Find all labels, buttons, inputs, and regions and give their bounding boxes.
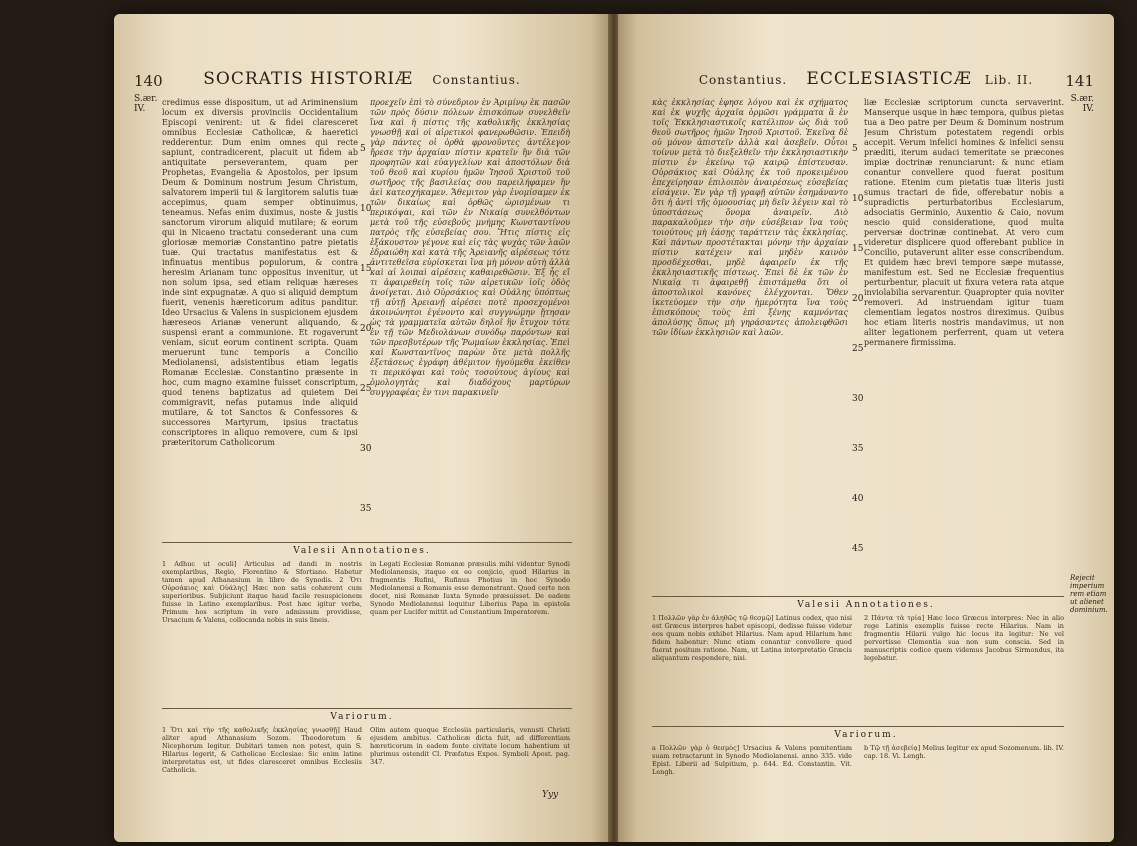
annotations-col-2: 2 Πάντα τὰ τρία] Hæc loco Græcus interpres: Nec in alio rege Latinis exemplis fuisse recte Hilarius. Nam in fragmentis Hilarii vulgo hic locus ita legitur: Ne vel pervertisse Clementia sua non sum conscia. Sed in manuscriptis codice quem videmus Jacobus Sirmondus, ita legebatur. xyxy=(864,614,1064,662)
greek-text: προεχεῖν ἐπὶ τὸ σύνεδριον ἐν Ἀριμίνῳ ἐκ πασῶν τῶν πρὸς δύσιν πόλεων ἐπισκόπων συνελθεῖν ἵνα καὶ ἡ πίστις τῆς καθολικῆς ἐκκλησίας γνωσθῇ καὶ οἱ αἱρετικοὶ φανερωθῶσιν. Ἐπειδὴ γὰρ πάντες οἱ ὀρθὰ φρονοῦντες ἀντέλεγον ἤρεσε τὴν ἀρχαίαν πίστιν κρατεῖν ἣν διὰ τῶν προφητῶν καὶ εὐαγγελίων καὶ ἀποστόλων διὰ τοῦ θεοῦ καὶ κυρίου ἡμῶν Ἰησοῦ Χριστοῦ τοῦ σωτῆρος τῆς βασιλείας σου παρειλήφαμεν ἣν ἀεὶ κατεσχήκαμεν. Ἄθεμιτον γὰρ ἐνομίσαμεν ἐκ τῶν δικαίως καὶ ὀρθῶς ὡρισμένων τι περικόψαι, καὶ τῶν ἐν Νικαίᾳ συνελθόντων μετὰ τοῦ τῆς εὐσεβοῦς μνήμης Κωνσταντίνου πατρὸς τῆς εὐσεβείας σου. Ἥτις πίστις εἰς ἐξάκουστον γέγονε καὶ εἰς τὰς ψυχὰς τῶν λαῶν ἐδραιώθη καὶ κατὰ τῆς Ἀρειανῆς αἱρέσεως τότε ἀντιτεθεῖσα εὑρίσκεται ἵνα μὴ μόνον αὐτὴ ἀλλὰ καὶ αἱ λοιπαὶ αἱρέσεις καθαιρεθῶσιν. Ἐξ ἧς εἴ τι ἀφαιρεθείη τοῖς τῶν αἱρετικῶν ἰοῖς ὁδὸς ἀνοίγεται. Διὸ Οὐρσάκιος καὶ Οὐάλης ὑπόπτως τῇ αὐτῇ Ἀρειανῇ αἱρέσει ποτὲ προσεχομένοι ἀκοινώνητοι ἐγένοντο καὶ συγγνώμην ᾔτησαν ὡς τὰ γραμματεῖα αὐτῶν δηλοῖ ἣν ἔτυχον τότε ἐν τῇ τῶν Μεδιολάνων συνόδῳ παρόντων καὶ τῶν πρεσβυτέρων τῆς Ῥωμαίων ἐκκλησίας. Ἐπεὶ καὶ Κωνσταντῖνος παρὼν ὅτε μετὰ πολλῆς ἐξετάσεως ἐγράφη ἀθέμιτον ἡγούμεθα ἐκείθεν τι περικόψαι καὶ τοὺς τοσούτους ἁγίους καὶ ὁμολογητὰς καὶ διαδόχους μαρτύρων συγγραφέας ἐν τινι παρακινεῖν xyxy=(370,98,570,397)
annotations-col-2: in Legati Ecclesiæ Romanæ præsulis mihi videntur Synodi Mediolanensis, itaque ex eo conjicio, quod Hilarius in fragmentis Rufini, Rufinus Photius in hoc Synodo Mediolanensi a Romanis esse demonstrant. Quod certe non docet, nisi Romanæ Iuxta Synodo præsuisset. De eadem Synodo Mediolanensi loquitur Liberius Papa in epistola quam per Lucifer mittit ad Constantium Imperatorem. xyxy=(370,560,570,616)
annotations-title: Valesii Annotationes. xyxy=(293,546,431,556)
line-marker: 10 xyxy=(852,194,864,204)
book-spread xyxy=(114,14,1114,842)
line-marker: 15 xyxy=(360,264,372,274)
divider xyxy=(652,596,1064,597)
right-page xyxy=(618,14,1114,842)
variorum-col-1: a Πολλῶν γὰρ ὁ θεσμὸς] Ursacius & Valens pœnitentiam suam retractarunt in Synodo Mediolanensi. anno 335. vide Epist. Liberii ad Sulpitium, p. 644. Ed. Constantin. Vit. Lengh. xyxy=(652,744,852,776)
divider xyxy=(162,708,572,709)
line-marker: 20 xyxy=(360,324,372,334)
running-head xyxy=(134,69,590,89)
greek-text: κὰς ἐκκλησίας ἐφησε λόγου καὶ ἐκ σχήματος καὶ ἐκ ψυχῆς ἀρχαῖα ὁρμῶσι γράμματα ἃ ἐν τοῖς Ἐκκλησιαστικοῖς κατέλιπον ὡς διὰ τοῦ θεοῦ σωτῆρος ἡμῶν Ἰησοῦ Χριστοῦ. Ἐκεῖνα δὲ οὐ μόνον ἀπιστεῖν ἀλλὰ καὶ ἀσεβεῖν. Οὗτοι τοίνυν μετὰ τὸ διεξελθεῖν τὴν ἐκκλησιαστικὴν πίστιν ἐν ἐκείνῳ τῷ καιρῷ ἐπίστευσαν. Οὐρσάκιος καὶ Οὐάλης ἐκ τοῦ προκειμένου ἐπεχείρησαν ἐπιλοιπὸν ἀναιρέσεως εὐσεβείας εἰσάγειν. Ἐν γὰρ τῇ γραφῇ αὐτῶν ἐσημάναντο ὅτι ἡ ἀντὶ τῆς ὁμοουσίας μὴ δεῖν λέγειν καὶ τὸ ὑποστάσεως ὄνομα ἀναιρεῖν. Διὸ παρακαλοῦμεν τὴν σὴν εὐσέβειαν ἵνα τοὺς τοιούτους μὴ ἐάσῃς ταράττειν τὰς ἐκκλησίας. Καὶ πάντων προστέτακται μόνην τὴν ἀρχαίαν πίστιν κατέχειν καὶ μηδὲν καινὸν προσδέχεσθαι, μηδὲ ἀφαιρεῖν ἐκ τῆς ἐκκλησιαστικῆς πίστεως. Ἐπεὶ δὲ ἐκ τῶν ἐν Νικαίᾳ τι ἀφαιρεθῇ ἐπιστάμεθα ὅτι οἱ ἀποστολικοὶ κανόνες ἐλέγχονται. Ὅθεν ἱκετεύομεν τὴν σὴν ἡμερότητα ἵνα τοὺς ἐπισκόπους τοὺς ἐπὶ ξένης καμνόντας ἀπολύσῃς ὅπως μὴ γηράσαντες ἀπολειφθῶσι τῶν ἰδίων ἐκκλησιῶν καὶ λαῶν. xyxy=(652,98,848,337)
greek-column xyxy=(370,98,570,536)
era-sidenote: S.ær. IV. xyxy=(134,94,158,114)
variorum-title: Variorum. xyxy=(330,712,394,722)
page-number: 140 xyxy=(134,72,163,90)
signature-mark: Yyy xyxy=(542,790,559,800)
line-marker: 30 xyxy=(360,444,372,454)
annotations-col-1: 1 Adhuc ut oculi] Articulus ad dandi in nostris exemplaribus, Regio, Florentino & Sfortiano. Habetur tamen apud Athanasium in libro de Synodis. 2 Ὅτι Οὐρσάκιος καὶ Οὐάλης] Hæc non satis cohærent cum superioribus. Subjiciunt itaque haud facile resuspicionem fuisse in Latino exemplaribus. Post hæc igitur verba, Primum hos scriptum in vere admissum providisse, Ursacium & Valens, collocanda nobis in suis lineis. xyxy=(162,560,362,624)
running-head-section: Constantius. xyxy=(698,73,788,87)
running-head-title: SOCRATIS HISTORIÆ xyxy=(203,69,414,89)
left-page-header xyxy=(134,69,590,96)
latin-column xyxy=(864,98,1064,588)
annotations-col-1: 1 Πολλῶν γὰρ ἐν ἀληθῶς τῷ θεσμῷ] Latinus codex, quo nisi est Græcus interpres habet episcopi, dedisse fuisse videtur eos quam nobis exhibet Hilarius. Nam apud Hilarium hæc fidem habentur: Nunc etiam conantur convellere quod fuerat positum ratione. Nam, ut Latina interpretatio Græcis aliquantum respondere, nisi. xyxy=(652,614,852,662)
divider xyxy=(162,542,572,543)
line-marker: 15 xyxy=(852,244,864,254)
line-marker: 10 xyxy=(360,204,372,214)
page-number: 141 xyxy=(1065,72,1094,90)
line-marker: 35 xyxy=(360,504,372,514)
variorum-col-1: 1 Ὅτι καὶ τὴν τῆς καθολικῆς ἐκκλησίας γνωσθῇ] Haud aliter apud Athanasium Sozom. Theodoretum & Nicephorum legitur. Dubitari tamen non potest, quin S. Hilarius legerit, & Catholicae Ecclesiae: Sic enim latine interpretatus est, ut fides claresceret omnibus Ecclesiis Catholicis. xyxy=(162,726,362,774)
latin-text: credimus esse dispositum, ut ad Ariminensium locum ex diversis provinciis Occidentalium Episcopi venirent: ut & fidei claresceret omnibus Ecclesiæ Catholicæ, & haeretici redderentur. Dum enim omnes qui recte sapiunt, contradicerent, placuit ut fidem ab antiquitate perseverantem, quam per Prophetas, Evangelia & Apostolos, per ipsum Deum & Dominum nostrum Jesum Christum, salvatorem imperii tui & largitorem salutis tuæ accepimus, quam semper obtinuimus, teneamus. Nefas enim duximus, noste & justis sanctorum virorum aliquid mutilare; & eorum qui in Nicaeno tractatu consederant una cum gloriosæ memoriæ Constantino patre pietatis tuæ. Qui tractatus manifestatus est & infinuatus mentibus populorum, & contra heresim Arianam tunc oppositus invenitur, ut non solum ipsa, sed etiam reliquæ hæreses inde sint expugnatæ. A quo si aliquid demptum fuerit, venenis hæreticorum aditus panditur. Ideo Ursacius & Valens in suspicionem ejusdem hæreseos Arianæ venerunt aliquando, & suspensi erant a communione. Et rogaverunt veniam, sicut eorum continent scripta. Quam meruerunt tunc temporis a Concilio Mediolanensi, adsistentibus etiam legatis Romanæ Ecclesiæ. Constantino præsente in hoc, cum magno examine fuisset conscriptum, quod tenens baptizatus ad quietem Dei commigravit, nefas putamus inde aliquid mutilare, & tot Sanctos & Confessores & successores Martyrum, ipsius tractatus conscriptores in aliquo removere, cum & ipsi præteritorum Catholicorum xyxy=(162,98,358,447)
greek-column xyxy=(652,98,848,588)
line-marker: 25 xyxy=(852,344,864,354)
right-page-header xyxy=(638,69,1094,96)
running-head-title: ECCLESIASTICÆ xyxy=(806,69,972,89)
line-marker: 20 xyxy=(852,294,864,304)
latin-column xyxy=(162,98,358,536)
line-marker: 5 xyxy=(360,144,366,154)
margin-note: Rejecit imperium rem etiam ut alienet dominium. xyxy=(1070,574,1108,614)
variorum-col-2: b Τῷ τῇ ἀσεβείᾳ] Melius legitur ex apud Sozomenum. lib. IV. cap. 18. Vi. Lengh. xyxy=(864,744,1064,760)
divider xyxy=(652,726,1064,727)
line-marker: 30 xyxy=(852,394,864,404)
latin-text: liæ Ecclesiæ scriptorum cuncta servaverint. Manserque usque in hæc tempora, quibus pietas tua a Deo patre per Deum & Dominum nostrum Jesum Christum potestatem regendi orbis accepit. Verum infelici homines & infelici sensu præditi, iterum audaci temeritate se præcones impiæ doctrinæ renunciarunt: & nunc etiam conantur convellere quod fuerat positum ratione. Etenim cum pietatis tuæ literis justi sumus tractari de fide, offerebatur nobis a supradictis perturbatoribus Ecclesiarum, adsociatis Germinio, Auxentio & Caio, novum nescio quid consideratione, quod multa perversæ doctrinæ continebat. At vero cum videretur displicere quod offerebant publice in Concilio, putaverunt aliter esse conscribendum. Et quidem hæc brevi tempore sæpe mutasse, manifestum est. Sed ne Ecclesiæ frequentius perturbentur, placuit ut fixura vetera rata atque inviolabilia servarentur. Quapropter quia noviter removeri. Ad instruendam igitur tuam clementiam legatos nostros direximus. Quibus hoc etiam literis nostris mandavimus, ut non aliter legationem perferrent, quam ut vetera permanere firmissima. xyxy=(864,98,1064,347)
annotations-title: Valesii Annotationes. xyxy=(797,600,935,610)
line-marker: 35 xyxy=(852,444,864,454)
line-marker: 25 xyxy=(360,384,372,394)
variorum-col-2: Olim autem quoque Ecclesiis particularis, venusti Christi ejusdem ambitus. Catholicæ dicta fuit, ad differentiam hæreticorum in eadem fonte civitate locum habentium ut plurimus ostendit Cl. Præfatus Expos. Symboli Apost. pag. 347. xyxy=(370,726,570,766)
line-marker: 5 xyxy=(852,144,858,154)
variorum-title: Variorum. xyxy=(834,730,898,740)
line-marker: 40 xyxy=(852,494,864,504)
running-head xyxy=(638,69,1094,89)
line-marker: 45 xyxy=(852,544,864,554)
running-head-book: Lib. II. xyxy=(984,73,1034,87)
era-sidenote: S.ær. IV. xyxy=(1070,94,1094,114)
left-page xyxy=(114,14,610,842)
running-head-section: Constantius. xyxy=(432,73,521,87)
